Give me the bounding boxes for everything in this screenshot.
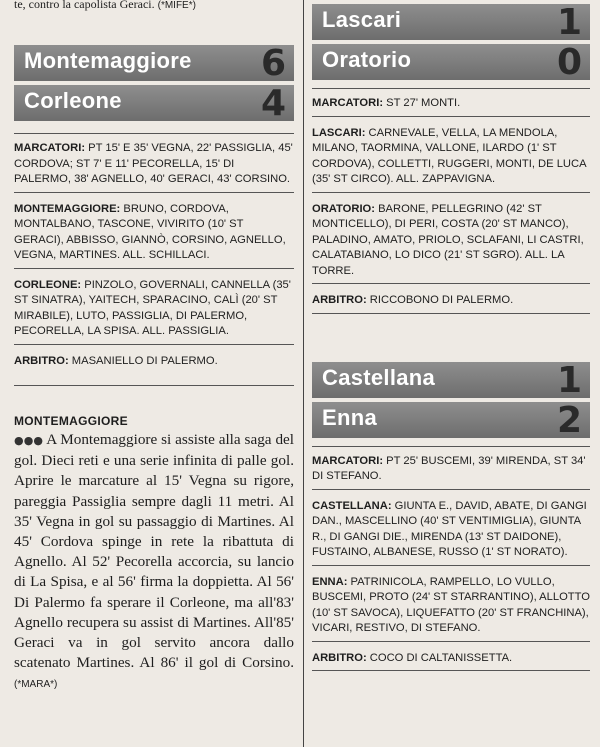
team-score: 4: [260, 83, 286, 124]
away-lineup-block: [312, 199, 590, 285]
team-name: Castellana: [322, 364, 436, 390]
scorebar-away: [14, 83, 294, 124]
referee-block: [14, 351, 294, 374]
home-lineup-label: MONTEMAGGIORE:: [14, 202, 121, 215]
scorers-label: MARCATORI:: [312, 454, 384, 467]
scorers-text: PT 25' BUSCEMI, 39' MIRENDA, ST 34' DI STEFANO.: [312, 454, 586, 482]
scorebar-home: [14, 43, 294, 84]
team-score: 6: [260, 43, 286, 84]
referee-block: [312, 290, 590, 314]
scorers-label: MARCATORI:: [312, 97, 384, 109]
team-name: Enna: [322, 404, 377, 430]
previous-article-signature: (*MIFE*): [157, 0, 196, 11]
scorers-label: MARCATORI:: [14, 142, 86, 154]
home-lineup-block: [14, 199, 294, 269]
story-bullet-dots: ●●●: [14, 434, 44, 447]
team-score: 1: [556, 2, 582, 43]
away-lineup-label: ORATORIO:: [312, 202, 375, 215]
team-score: 1: [556, 359, 582, 401]
away-lineup-label: CORLEONE:: [14, 278, 82, 291]
team-name: Montemaggiore: [24, 48, 192, 73]
scorebar-away: [312, 42, 590, 83]
away-lineup-text: BARONE, PELLEGRINO (42' ST MONTICELLO), DI PERI, COSTA (20' ST MANCO), PALADINO, AMATO, PRIOLO, SCLAFANI, LI CASTRI, CALATABIANO, LO DICO (21' ST SGRO). ALL. LA TORRE.: [312, 202, 584, 277]
home-lineup-text: CARNEVALE, VELLA, LA MENDOLA, MILANO, TAORMINA, VALLONE, ILARDO (1' ST CORDOVA), COLLETTI, RUGGERI, MONTI, DE LUCA (35' ST CIRCO). ALL. ZAPPAVIGNA.: [312, 126, 586, 185]
referee-label: ARBITRO:: [14, 354, 69, 367]
away-lineup-text: PATRINICOLA, RAMPELLO, LO VULLO, BUSCEMI, PROTO (24' ST STARRANTINO), ALLOTTO (10' ST SAVOCA), LIQUEFATTO (20' ST FRANCHINA), VICARI, RESTIVO, DI STEFANO.: [312, 575, 590, 634]
scorers-block: [14, 138, 294, 193]
team-score: 2: [556, 399, 582, 441]
scorebar-home: [312, 2, 590, 43]
away-lineup-label: ENNA:: [312, 575, 348, 588]
home-lineup-block: [312, 123, 590, 193]
referee-block: [312, 648, 590, 672]
away-lineup-block: [14, 275, 294, 345]
scorers-text: PT 15' E 35' VEGNA, 22' PASSIGLIA, 45' CORDOVA; ST 7' E 11' PECORELLA, 15' DI PALERMO, 38' AGNELLO, 40' GERACI, 43' CORSINO.: [14, 142, 293, 185]
referee-label: ARBITRO:: [312, 294, 367, 306]
story-headline: MONTEMAGGIORE: [14, 414, 128, 428]
scorebar-home: [312, 359, 590, 401]
right-column: [312, 0, 590, 677]
team-name: Lascari: [322, 7, 402, 32]
team-name: Corleone: [24, 88, 122, 113]
left-column: [14, 0, 294, 696]
previous-article-text: te, contro la capolista Geraci.: [14, 0, 155, 11]
home-lineup-block: [312, 496, 590, 566]
scorers-block: [312, 93, 590, 117]
team-score: 0: [556, 42, 582, 83]
away-lineup-block: [312, 572, 590, 642]
previous-article-tail: [14, 0, 299, 14]
scorers-block: [312, 451, 590, 490]
scorebar-away: [312, 399, 590, 441]
column-divider: [303, 0, 304, 747]
divider: [14, 385, 294, 386]
story-body: [14, 430, 294, 696]
scorers-text: ST 27' MONTI.: [383, 97, 461, 109]
home-lineup-text: GIUNTA E., DAVID, ABATE, DI GANGI DAN., MASCELLINO (40' ST VENTIMIGLIA), GIUNTA R., DI GANGI DIE., MIRENDA (13' ST DAIDONE), FUSTAINO, ALBANESE, RUSSO (1' ST NORATO).: [312, 499, 587, 558]
referee-text: MASANIELLO DI PALERMO.: [68, 354, 218, 367]
referee-text: RICCOBONO DI PALERMO.: [366, 294, 514, 306]
referee-label: ARBITRO:: [312, 651, 367, 664]
home-lineup-label: LASCARI:: [312, 126, 366, 139]
home-lineup-label: CASTELLANA:: [312, 499, 392, 512]
story-signature: (*MARA*): [14, 679, 58, 691]
referee-text: COCO DI CALTANISSETTA.: [366, 651, 513, 664]
home-lineup-text: BRUNO, CORDOVA, MONTALBANO, TASCONE, VIVIRITO (10' ST GERACI), ABBISSO, GIANNÒ, CORSINO, AGNELLO, VEGNA, MARTINES. ALL. SCHILLACI.: [14, 202, 286, 261]
story-text: A Montemaggiore si assiste alla saga del gol. Dieci reti e una serie infinita di palle gol. Aprire le marcature al 15' Vegna su rigore, pareggia Passiglia sempre dagli 11 metri. Al 35' Vegna in gol su passaggio di Martines. Al 45' Cordova spinge in rete la ribattuta di Agnello. Al 52' Pecorella accorcia, su lancio di La Spisa, e al 56' firma la doppietta. Al 56' Di Palermo fa sperare il Corleone, ma all'83' Agnello recupera su assist di Martines. All'85' Geraci va in gol servito ancora dallo scatenato Martines. Al 86' il gol di Corsino.: [14, 431, 294, 672]
away-lineup-text: PINZOLO, GOVERNALI, CANNELLA (35' ST SINATRA), YAITECH, SPARACINO, CALÌ (20' ST MIRABILE), LUTO, PASSIGLIA, DI PALERMO, PECORELLA, LA SPISA. ALL. PASSIGLIA.: [14, 278, 291, 337]
team-name: Oratorio: [322, 47, 412, 72]
